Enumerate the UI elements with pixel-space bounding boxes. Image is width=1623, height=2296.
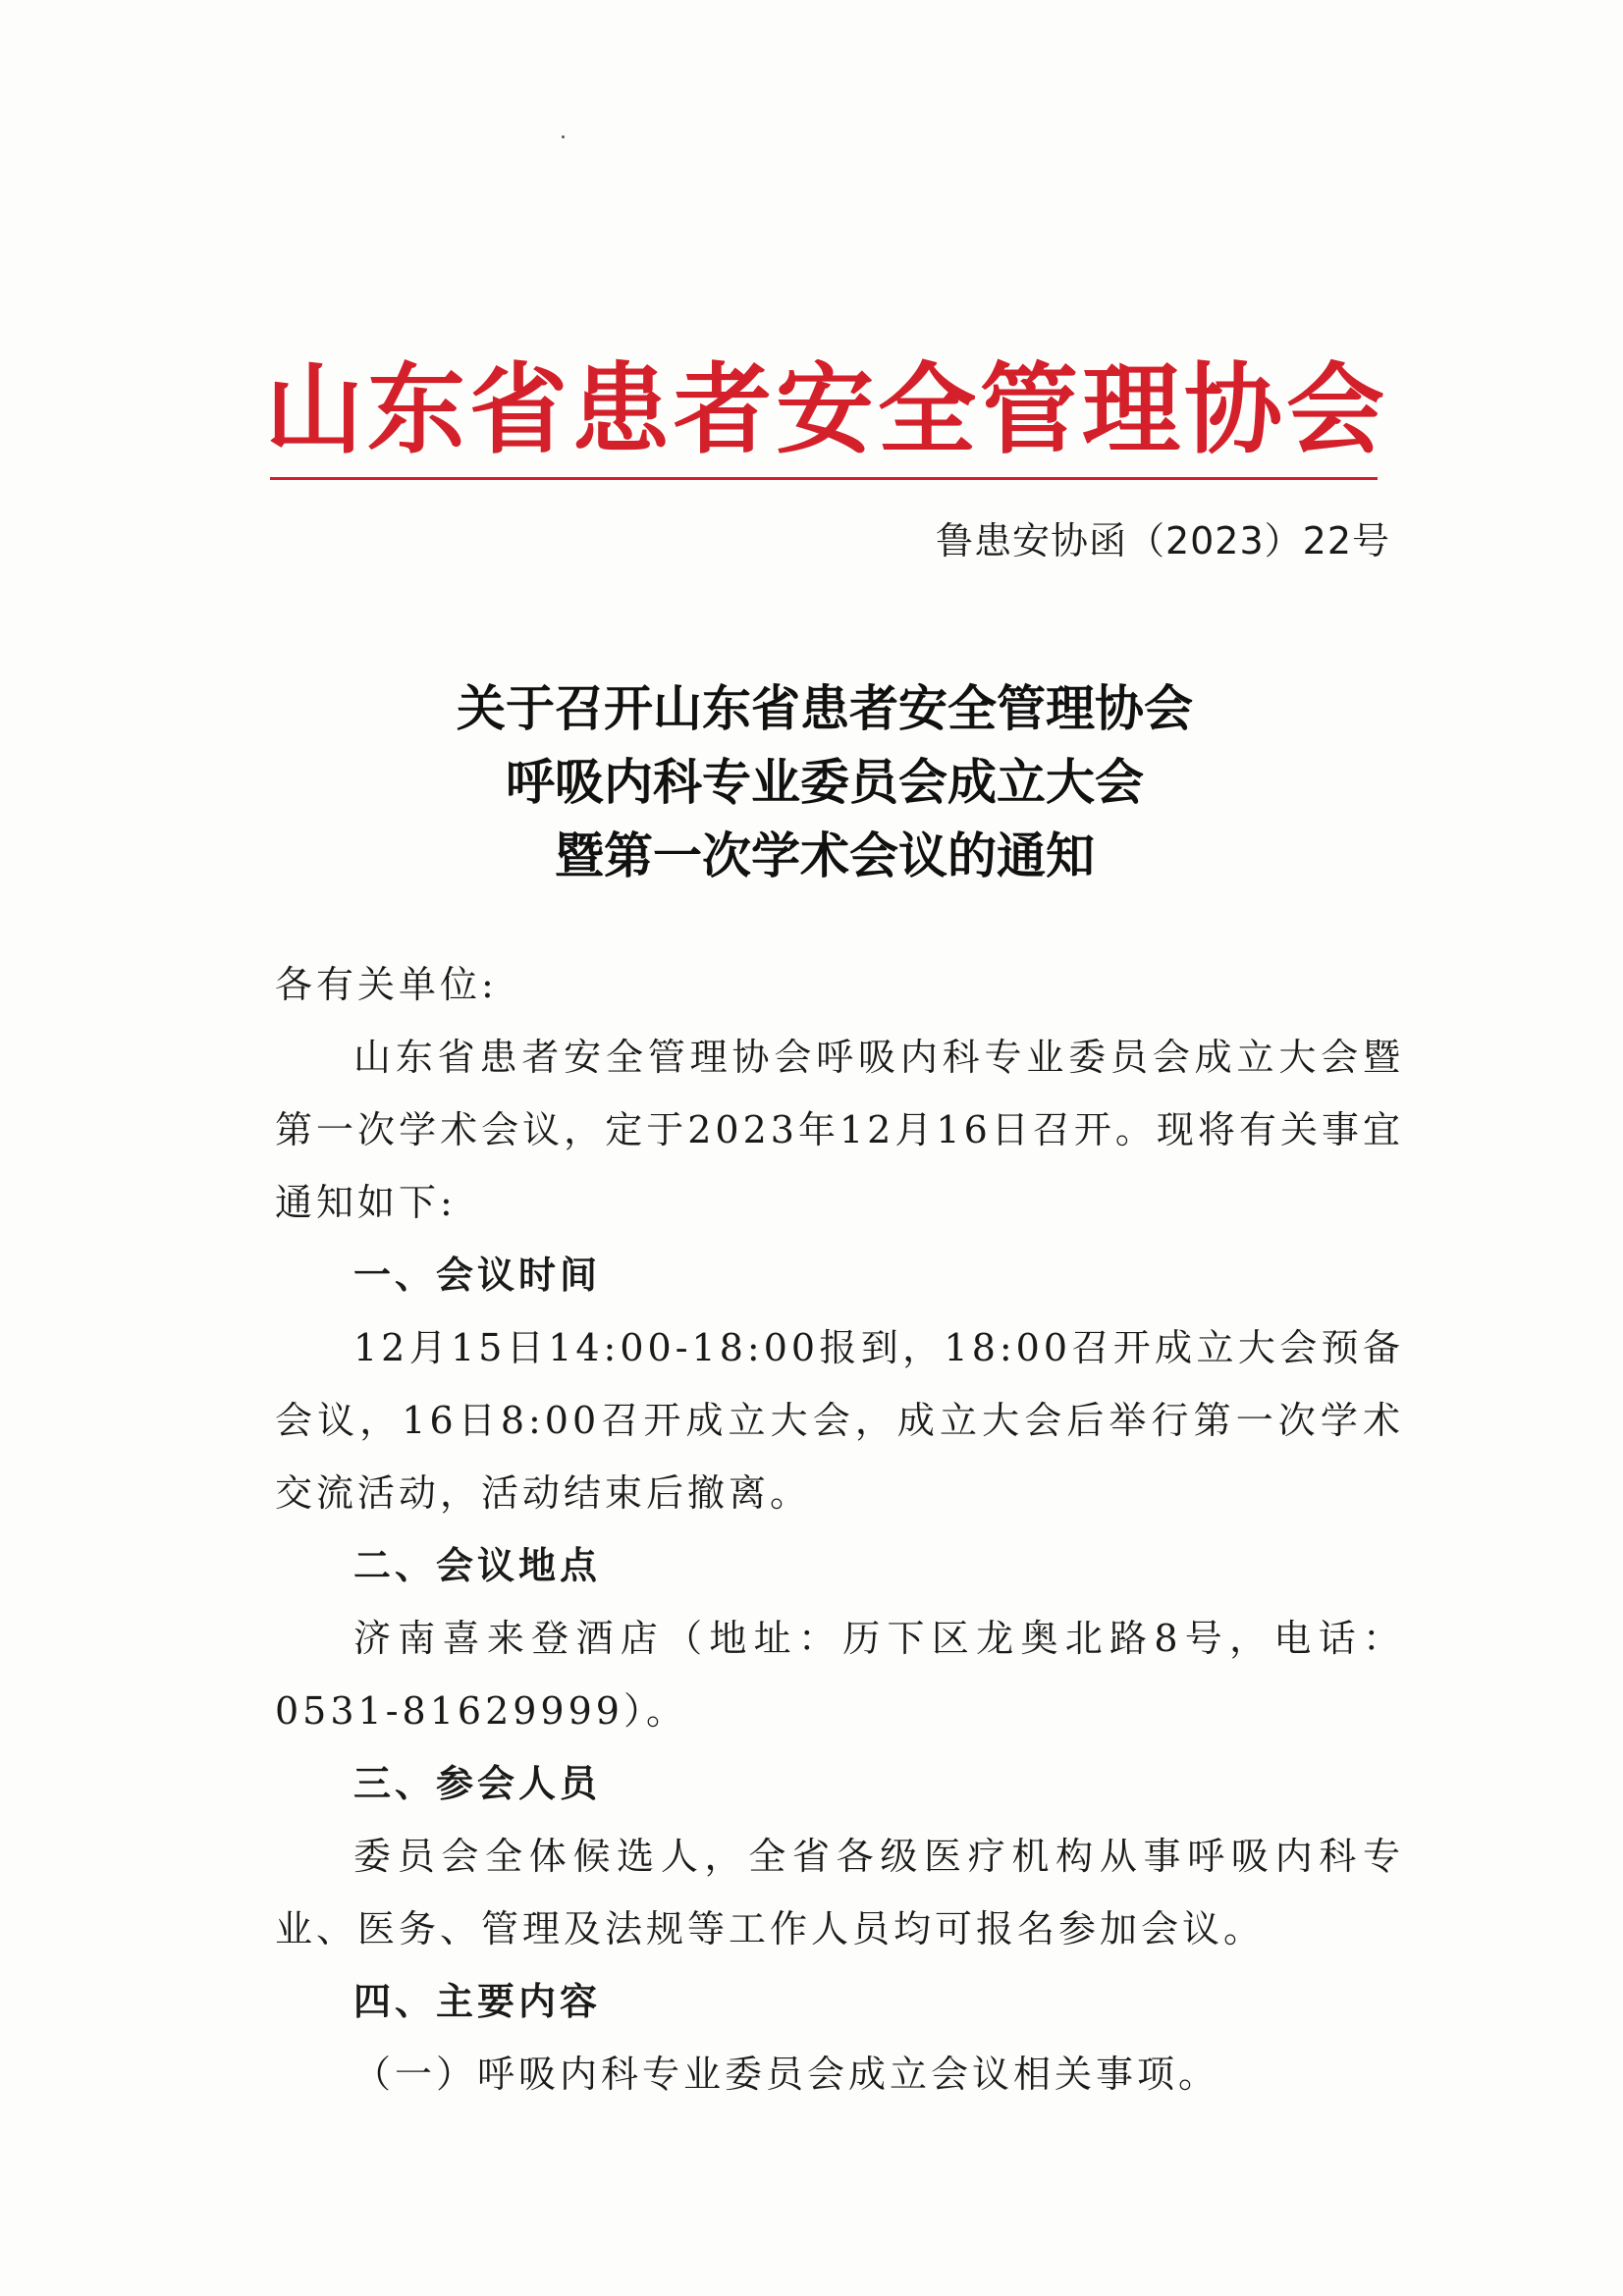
- section-heading-location: 二、会议地点: [353, 1544, 602, 1587]
- notice-title-line-1: 关于召开山东省患者安全管理协会: [457, 680, 1193, 737]
- letterhead-char: 患: [571, 351, 670, 467]
- letterhead-char: 全: [878, 351, 976, 467]
- salutation: 各有关单位:: [275, 963, 498, 1006]
- section-heading-attendees: 三、参会人员: [353, 1762, 602, 1805]
- section-text-location: 济南喜来登酒店（地址：历下区龙奥北路8号，电话：0531-81629999）。: [275, 1617, 1404, 1733]
- letterhead-organization-name: [265, 346, 1384, 473]
- section-text-attendees: 委员会全体候选人，全省各级医疗机构从事呼吸内科专业、医务、管理及法规等工作人员均可报名参加会议。: [275, 1835, 1404, 1950]
- notice-title-line-3: 暨第一次学术会议的通知: [555, 828, 1095, 884]
- letterhead-char: 协: [1184, 351, 1282, 467]
- intro-paragraph: 山东省患者安全管理协会呼吸内科专业委员会成立大会暨第一次学术会议，定于2023年12月16日召开。现将有关事宜通知如下:: [275, 1036, 1404, 1224]
- scan-speck: [562, 135, 565, 138]
- letterhead-char: 安: [776, 351, 874, 467]
- letterhead-char: 会: [1286, 351, 1384, 467]
- letterhead-char: 省: [469, 351, 568, 467]
- notice-title: [245, 672, 1404, 893]
- letterhead-char: 东: [367, 351, 465, 467]
- section-text-time: 12月15日14:00-18:00报到，18:00召开成立大会预备会议，16日8:00召开成立大会，成立大会后举行第一次学术交流活动，活动结束后撤离。: [275, 1326, 1404, 1515]
- section-item-content-1: （一）呼吸内科专业委员会成立会议相关事项。: [353, 2053, 1220, 2096]
- letterhead-divider: [270, 477, 1378, 480]
- document-number: 鲁患安协函（2023）22号: [935, 519, 1390, 562]
- letterhead-char: 者: [674, 351, 772, 467]
- notice-title-line-2: 呼吸内科专业委员会成立大会: [506, 754, 1144, 811]
- section-heading-content: 四、主要内容: [353, 1980, 602, 2023]
- section-heading-time: 一、会议时间: [353, 1254, 602, 1297]
- letterhead-char: 理: [1082, 351, 1180, 467]
- letterhead-char: 管: [980, 351, 1078, 467]
- letterhead-char: 山: [265, 351, 363, 467]
- notice-body: [275, 948, 1404, 2110]
